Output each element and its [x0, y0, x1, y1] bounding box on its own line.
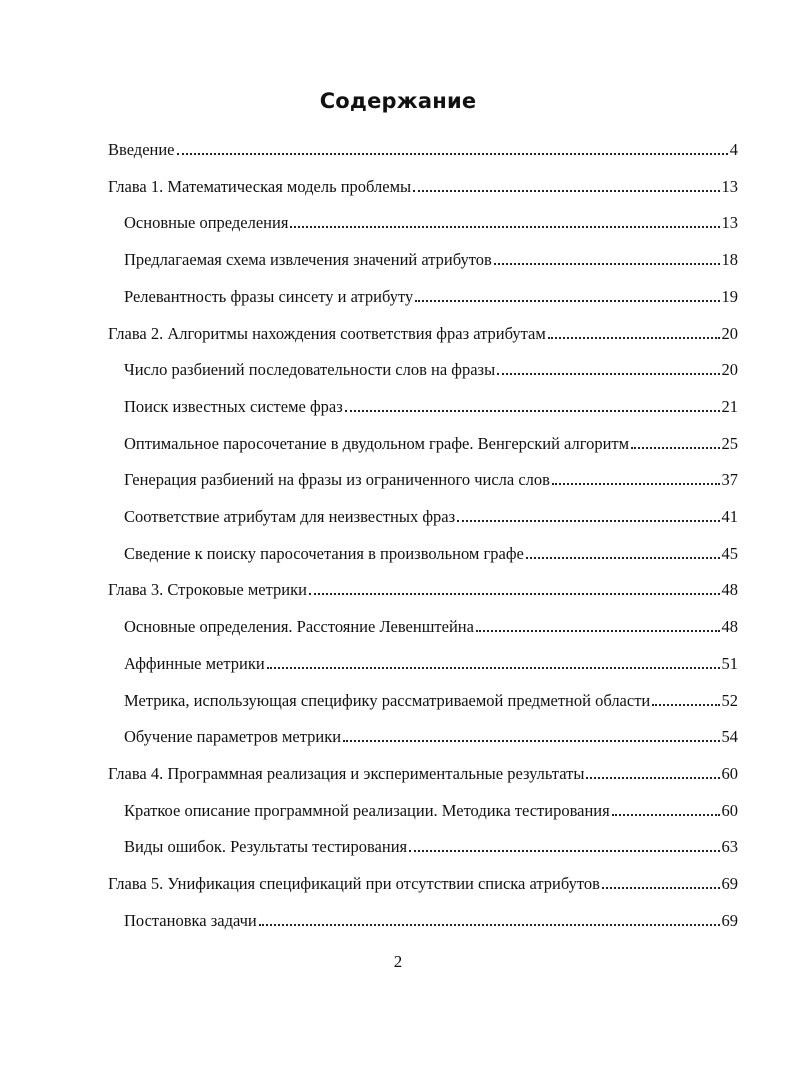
toc-entry-page: 45	[721, 543, 738, 563]
toc-entry-label: Глава 2. Алгоритмы нахождения соответствия фраз атрибутам	[108, 323, 546, 343]
toc-section-entry	[124, 540, 738, 564]
toc-entry-page: 20	[721, 323, 738, 343]
toc-entry-label: Введение	[108, 140, 175, 159]
toc-entry-label: Соответствие атрибутам для неизвестных фраз	[124, 507, 456, 526]
toc-section-entry	[124, 723, 738, 747]
toc-section-entry	[124, 797, 738, 821]
toc-section-entry	[124, 907, 738, 931]
page-number: 2	[393, 952, 403, 971]
toc-entry-label: Основные определения. Расстояние Левенштейна	[124, 617, 474, 637]
toc-chapter-entry	[108, 576, 738, 600]
toc-entry-page: 48	[721, 617, 738, 637]
toc-entry-label: Сведение к поиску паросочетания в произвольном графе	[124, 543, 524, 563]
toc-entry-page: 54	[721, 727, 738, 747]
toc-entry-label: Релевантность фразы синсету и атрибуту	[124, 286, 414, 306]
toc-section-entry	[124, 246, 738, 270]
toc-entry-page: 18	[721, 250, 738, 270]
toc-dot-leader	[612, 814, 720, 816]
toc-dot-leader	[631, 447, 719, 449]
toc-entry-label: Глава 5. Унификация спецификаций при отсутствии списка атрибутов	[108, 874, 600, 893]
toc-entry-page: 48	[721, 580, 738, 600]
toc-dot-leader	[267, 667, 720, 669]
toc-entry-page: 13	[721, 213, 738, 233]
toc-dot-leader	[290, 226, 719, 228]
toc-entry-page: 52	[721, 690, 738, 710]
toc-dot-leader	[476, 630, 720, 632]
toc-section-entry	[124, 393, 738, 417]
toc-dot-leader	[415, 300, 719, 302]
toc-section-entry	[124, 466, 738, 490]
toc-dot-leader	[259, 924, 720, 926]
toc-dot-leader	[497, 373, 719, 375]
toc-chapter-entry	[108, 320, 738, 344]
toc-dot-leader	[494, 263, 720, 265]
toc-section-entry	[124, 833, 738, 857]
toc-section-entry	[124, 283, 738, 307]
toc-dot-leader	[345, 410, 720, 412]
toc-dot-leader	[343, 740, 719, 742]
toc-entry-label: Обучение параметров метрики	[124, 727, 342, 747]
toc-entry-label: Предлагаемая схема извлечения значений атрибутов	[124, 250, 492, 270]
toc-entry-label: Глава 1. Математическая модель проблемы	[108, 176, 412, 196]
toc-entry-page: 37	[721, 470, 738, 490]
toc-chapter-entry	[108, 760, 738, 784]
toc-dot-leader	[548, 337, 720, 339]
toc-section-entry	[124, 613, 738, 637]
toc-entry-label: Глава 3. Строковые метрики	[108, 580, 307, 600]
toc-entry-page: 69	[721, 910, 738, 930]
toc-entry-label: Глава 4. Программная реализация и экспериментальные результаты	[108, 763, 585, 783]
toc-chapter-entry	[108, 136, 738, 160]
toc-entry-page: 60	[721, 800, 738, 820]
toc-dot-leader	[413, 190, 719, 192]
toc-dot-leader	[552, 483, 720, 485]
toc-section-entry	[124, 430, 738, 454]
toc-chapter-entry	[108, 870, 738, 894]
toc-entry-label: Краткое описание программной реализации. Методика тестирования	[124, 800, 610, 820]
toc-dot-leader	[586, 777, 719, 779]
toc-entry-page: 63	[721, 837, 738, 857]
toc-dot-leader	[526, 557, 720, 559]
toc-entry-label: Постановка задачи	[124, 910, 257, 930]
toc-entry-label: Метрика, использующая специфику рассматриваемой предметной области	[124, 690, 651, 710]
toc-dot-leader	[652, 704, 719, 706]
toc-entry-page: 69	[721, 874, 738, 893]
toc-section-entry	[124, 650, 738, 674]
toc-dot-leader	[177, 153, 728, 155]
toc-dot-leader	[409, 850, 719, 852]
toc-entry-page: 60	[721, 763, 738, 783]
toc-dot-leader	[309, 593, 720, 595]
toc-section-entry	[124, 687, 738, 711]
toc-chapter-entry	[108, 173, 738, 197]
toc-entry-label: Основные определения	[124, 213, 289, 233]
toc-dot-leader	[602, 887, 720, 889]
toc-entry-label: Число разбиений последовательности слов на фразы	[124, 360, 496, 380]
toc-entry-page: 21	[721, 396, 738, 416]
toc-entry-page: 4	[729, 140, 738, 159]
toc-dot-leader	[457, 520, 719, 522]
toc-entry-page: 51	[721, 653, 738, 673]
toc-entry-label: Аффинные метрики	[124, 653, 265, 673]
toc-entry-label: Оптимальное паросочетание в двудольном графе. Венгерский алгоритм	[124, 433, 630, 453]
toc-entry-label: Поиск известных системе фраз	[124, 396, 343, 416]
toc-section-entry	[124, 209, 738, 233]
toc-section-entry	[124, 356, 738, 380]
toc-entry-page: 20	[721, 360, 738, 380]
toc-entry-page: 13	[721, 176, 738, 196]
toc-entry-page: 25	[721, 433, 738, 453]
toc-section-entry	[124, 503, 738, 527]
toc-entry-label: Генерация разбиений на фразы из ограниченного числа слов	[124, 470, 550, 490]
toc-entry-label: Виды ошибок. Результаты тестирования	[124, 837, 408, 857]
toc-entry-page: 19	[721, 286, 738, 306]
page-title: Содержание	[319, 89, 477, 113]
toc-entry-page: 41	[721, 507, 738, 526]
